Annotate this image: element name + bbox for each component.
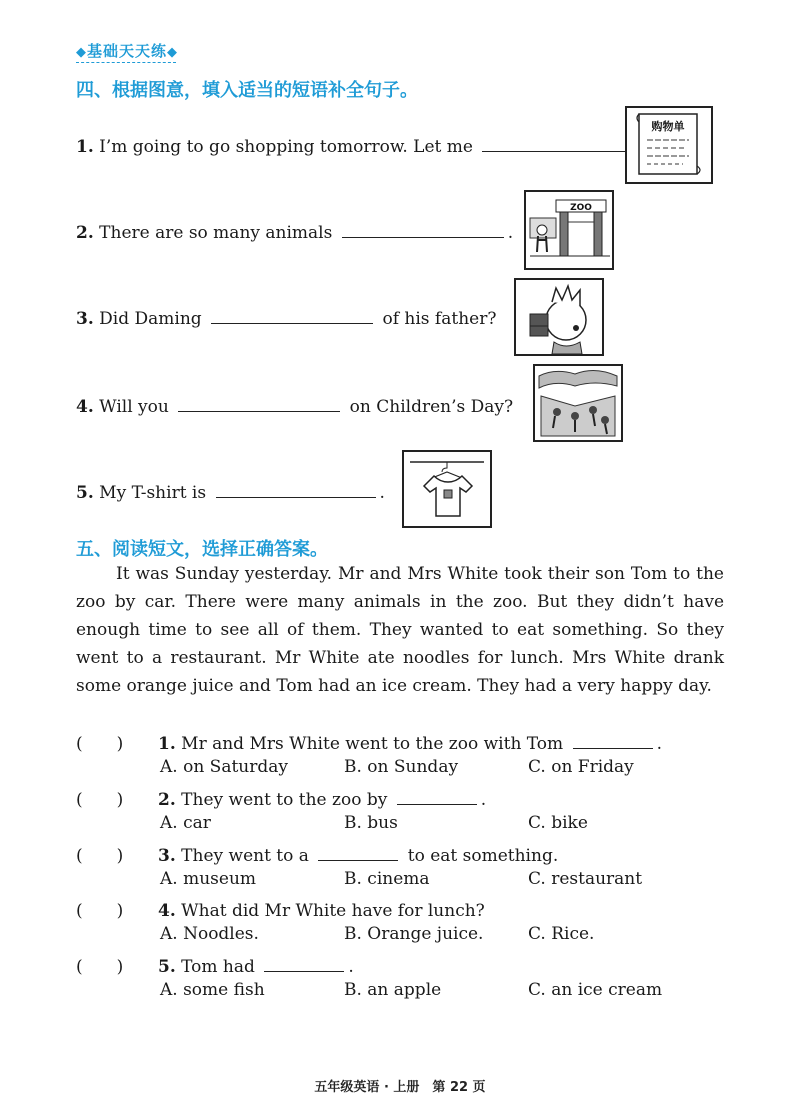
answer-parentheses[interactable]: ( ) [76, 790, 124, 810]
question-number: 2. [158, 790, 176, 810]
question-text-after: . [480, 790, 487, 810]
option-c[interactable]: C. restaurant [528, 869, 643, 889]
section5-title: 五、阅读短文，选择正确答案。 [76, 539, 328, 560]
answer-blank[interactable] [216, 479, 376, 498]
question-number: 5. [158, 957, 176, 977]
mc-question-5 [76, 952, 354, 977]
question-text-after: . [507, 223, 514, 243]
answer-parentheses[interactable]: ( ) [76, 846, 124, 866]
option-b[interactable]: B. on Sunday [344, 757, 459, 777]
question-number: 4. [158, 901, 176, 921]
answer-blank[interactable] [482, 133, 638, 152]
passage-text: It was Sunday yesterday. Mr and Mrs White took their son Tom to the zoo by car. There were many animals in the zoo. But they didn’t have enough time to see all of them. They wanted to eat something. So they went to a restaurant. Mr White ate noodles for lunch. Mrs White drank some orange juice and Tom had an ice cream. They had a very happy day. [76, 564, 724, 696]
section-tag-label: 基础天天练 [87, 42, 168, 60]
option-a[interactable]: A. museum [160, 869, 257, 889]
option-a[interactable]: A. car [160, 813, 211, 833]
question-text: They went to a [181, 846, 309, 866]
question-number: 4. [76, 397, 94, 417]
childrens-day-picture [533, 364, 623, 442]
option-b[interactable]: B. Orange juice. [344, 924, 484, 944]
option-c[interactable]: C. an ice cream [528, 980, 663, 1000]
option-a[interactable]: A. on Saturday [160, 757, 288, 777]
question-text-after: of his father? [382, 309, 497, 329]
shopping-list-title: 购物单 [651, 120, 685, 133]
answer-blank[interactable] [342, 219, 504, 238]
question-text: My T-shirt is [99, 483, 207, 503]
question-number: 1. [158, 734, 176, 754]
fill-question-5 [76, 479, 385, 503]
answer-blank[interactable] [264, 953, 344, 972]
section-tag [76, 40, 178, 61]
park-scene-icon [535, 366, 621, 440]
tshirt-picture [402, 450, 492, 528]
question-text-after: on Children’s Day? [349, 397, 514, 417]
question-number: 5. [76, 483, 94, 503]
question-text: What did Mr White have for lunch? [181, 901, 485, 921]
question-text-after: to eat something. [407, 846, 559, 866]
option-b[interactable]: B. bus [344, 813, 398, 833]
option-a[interactable]: A. Noodles. [160, 924, 259, 944]
answer-parentheses[interactable]: ( ) [76, 957, 124, 977]
answer-parentheses[interactable]: ( ) [76, 734, 124, 754]
mc-question-4 [76, 896, 485, 921]
option-b[interactable]: B. an apple [344, 980, 442, 1000]
shopping-list-picture [625, 106, 713, 184]
mc-question-3 [76, 841, 558, 866]
diamond-icon: ◆ [76, 45, 87, 60]
fill-question-1 [76, 133, 648, 157]
option-c[interactable]: C. on Friday [528, 757, 634, 777]
question-text: Tom had [181, 957, 255, 977]
zoo-gate-icon [526, 192, 612, 268]
mc-question-2 [76, 785, 486, 810]
section4-title: 四、根据图意，填入适当的短语补全句子。 [76, 80, 418, 101]
binoculars-picture [514, 278, 604, 356]
answer-blank[interactable] [573, 730, 653, 749]
diamond-icon: ◆ [167, 45, 179, 60]
tshirt-hanger-icon [404, 452, 490, 526]
fill-question-2 [76, 219, 513, 243]
fill-question-4 [76, 393, 513, 417]
mc-question-1 [76, 729, 662, 754]
question-number: 1. [76, 137, 94, 157]
question-text: I’m going to go shopping tomorrow. Let me [99, 137, 473, 157]
answer-blank[interactable] [211, 305, 373, 324]
option-c[interactable]: C. bike [528, 813, 588, 833]
question-number: 2. [76, 223, 94, 243]
question-text-after: . [656, 734, 662, 754]
answer-blank[interactable] [318, 842, 398, 861]
answer-blank[interactable] [397, 786, 477, 805]
zoo-sign: ZOO [570, 203, 592, 213]
question-text: There are so many animals [99, 223, 333, 243]
option-b[interactable]: B. cinema [344, 869, 430, 889]
question-number: 3. [76, 309, 94, 329]
answer-blank[interactable] [178, 393, 340, 412]
option-c[interactable]: C. Rice. [528, 924, 595, 944]
page-footer: 五年级英语 · 上册 第 22 页 [314, 1080, 486, 1095]
question-text: Will you [99, 397, 169, 417]
shopping-list-icon [627, 108, 711, 182]
question-text: Mr and Mrs White went to the zoo with Tom [181, 734, 564, 754]
answer-parentheses[interactable]: ( ) [76, 901, 124, 921]
fill-question-3 [76, 305, 496, 329]
question-text-after: . [379, 483, 385, 503]
question-text-after: . [348, 957, 354, 977]
question-text: Did Daming [99, 309, 202, 329]
option-a[interactable]: A. some fish [160, 980, 265, 1000]
question-number: 3. [158, 846, 176, 866]
zoo-picture [524, 190, 614, 270]
boy-binoculars-icon [516, 280, 602, 354]
question-text: They went to the zoo by [181, 790, 388, 810]
reading-passage [76, 560, 724, 700]
header-rule [76, 62, 176, 63]
